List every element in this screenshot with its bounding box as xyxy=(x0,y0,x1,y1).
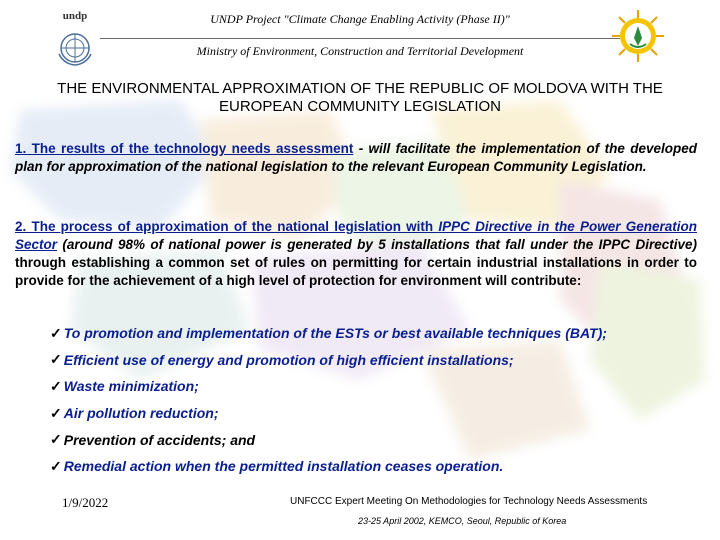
bullet-item xyxy=(50,426,690,453)
bullet-item xyxy=(50,320,690,347)
paragraph-2-ippc: IPPC Directive in the Power Generation Sector xyxy=(15,219,698,252)
bullet-item xyxy=(50,347,690,374)
header-divider xyxy=(100,38,620,39)
checkmark-icon: ✓ xyxy=(50,351,62,368)
bullet-item xyxy=(50,453,690,480)
project-header: UNDP Project "Climate Change Enabling Activity (Phase II)" xyxy=(210,12,510,26)
paragraph-2 xyxy=(15,218,697,290)
paragraph-2-tail: through establishing a common set of rules on permitting for certain industrial installations in order to provide for the achievement of a high level of protection for environment will contribute: xyxy=(15,255,697,288)
paragraph-1 xyxy=(15,140,697,176)
paragraph-2-lead: 2. The process of approximation of the national legislation with xyxy=(15,219,439,234)
checkmark-icon: ✓ xyxy=(50,404,62,421)
bullet-item xyxy=(50,373,690,400)
checkmark-icon: ✓ xyxy=(50,324,62,341)
footer-event: UNFCCC Expert Meeting On Methodologies for Technology Needs Assessments xyxy=(290,496,648,507)
checkmark-icon: ✓ xyxy=(50,431,62,448)
bullet-list xyxy=(50,320,690,480)
footer-date: 1/9/2022 xyxy=(62,495,109,510)
bullet-text: Remedial action when the permitted installation ceases operation. xyxy=(63,458,504,475)
bullet-text: To promotion and implementation of the ESTs or best available techniques (BAT); xyxy=(63,325,607,342)
undp-logo-text: undp xyxy=(62,10,88,22)
paragraph-2-middle: (around 98% of national power is generated by 5 installations that fall under the IPPC Directive) xyxy=(57,237,697,252)
bullet-item xyxy=(50,400,690,427)
paragraph-1-text: - will facilitate the implementation of the developed plan for approximation of the national legislation to the relevant European Community Legislation. xyxy=(15,141,697,174)
footer-location: 23-25 April 2002, KEMCO, Seoul, Republic of Korea xyxy=(358,516,567,526)
bullet-text: Air pollution reduction; xyxy=(63,405,219,422)
paragraph-1-lead: 1. The results of the technology needs assessment xyxy=(15,141,354,156)
bullet-text: Prevention of accidents; and xyxy=(63,431,256,448)
checkmark-icon: ✓ xyxy=(50,457,62,474)
bullet-text: Efficient use of energy and promotion of high efficient installations; xyxy=(63,351,514,368)
bullet-text: Waste minimization; xyxy=(63,378,199,395)
ministry-header: Ministry of Environment, Construction and Territorial Development xyxy=(196,44,524,58)
page-title: THE ENVIRONMENTAL APPROXIMATION OF THE REPUBLIC OF MOLDOVA WITH THE EUROPEAN COMMUNITY LEGISLATION xyxy=(57,80,663,115)
checkmark-icon: ✓ xyxy=(50,377,62,394)
